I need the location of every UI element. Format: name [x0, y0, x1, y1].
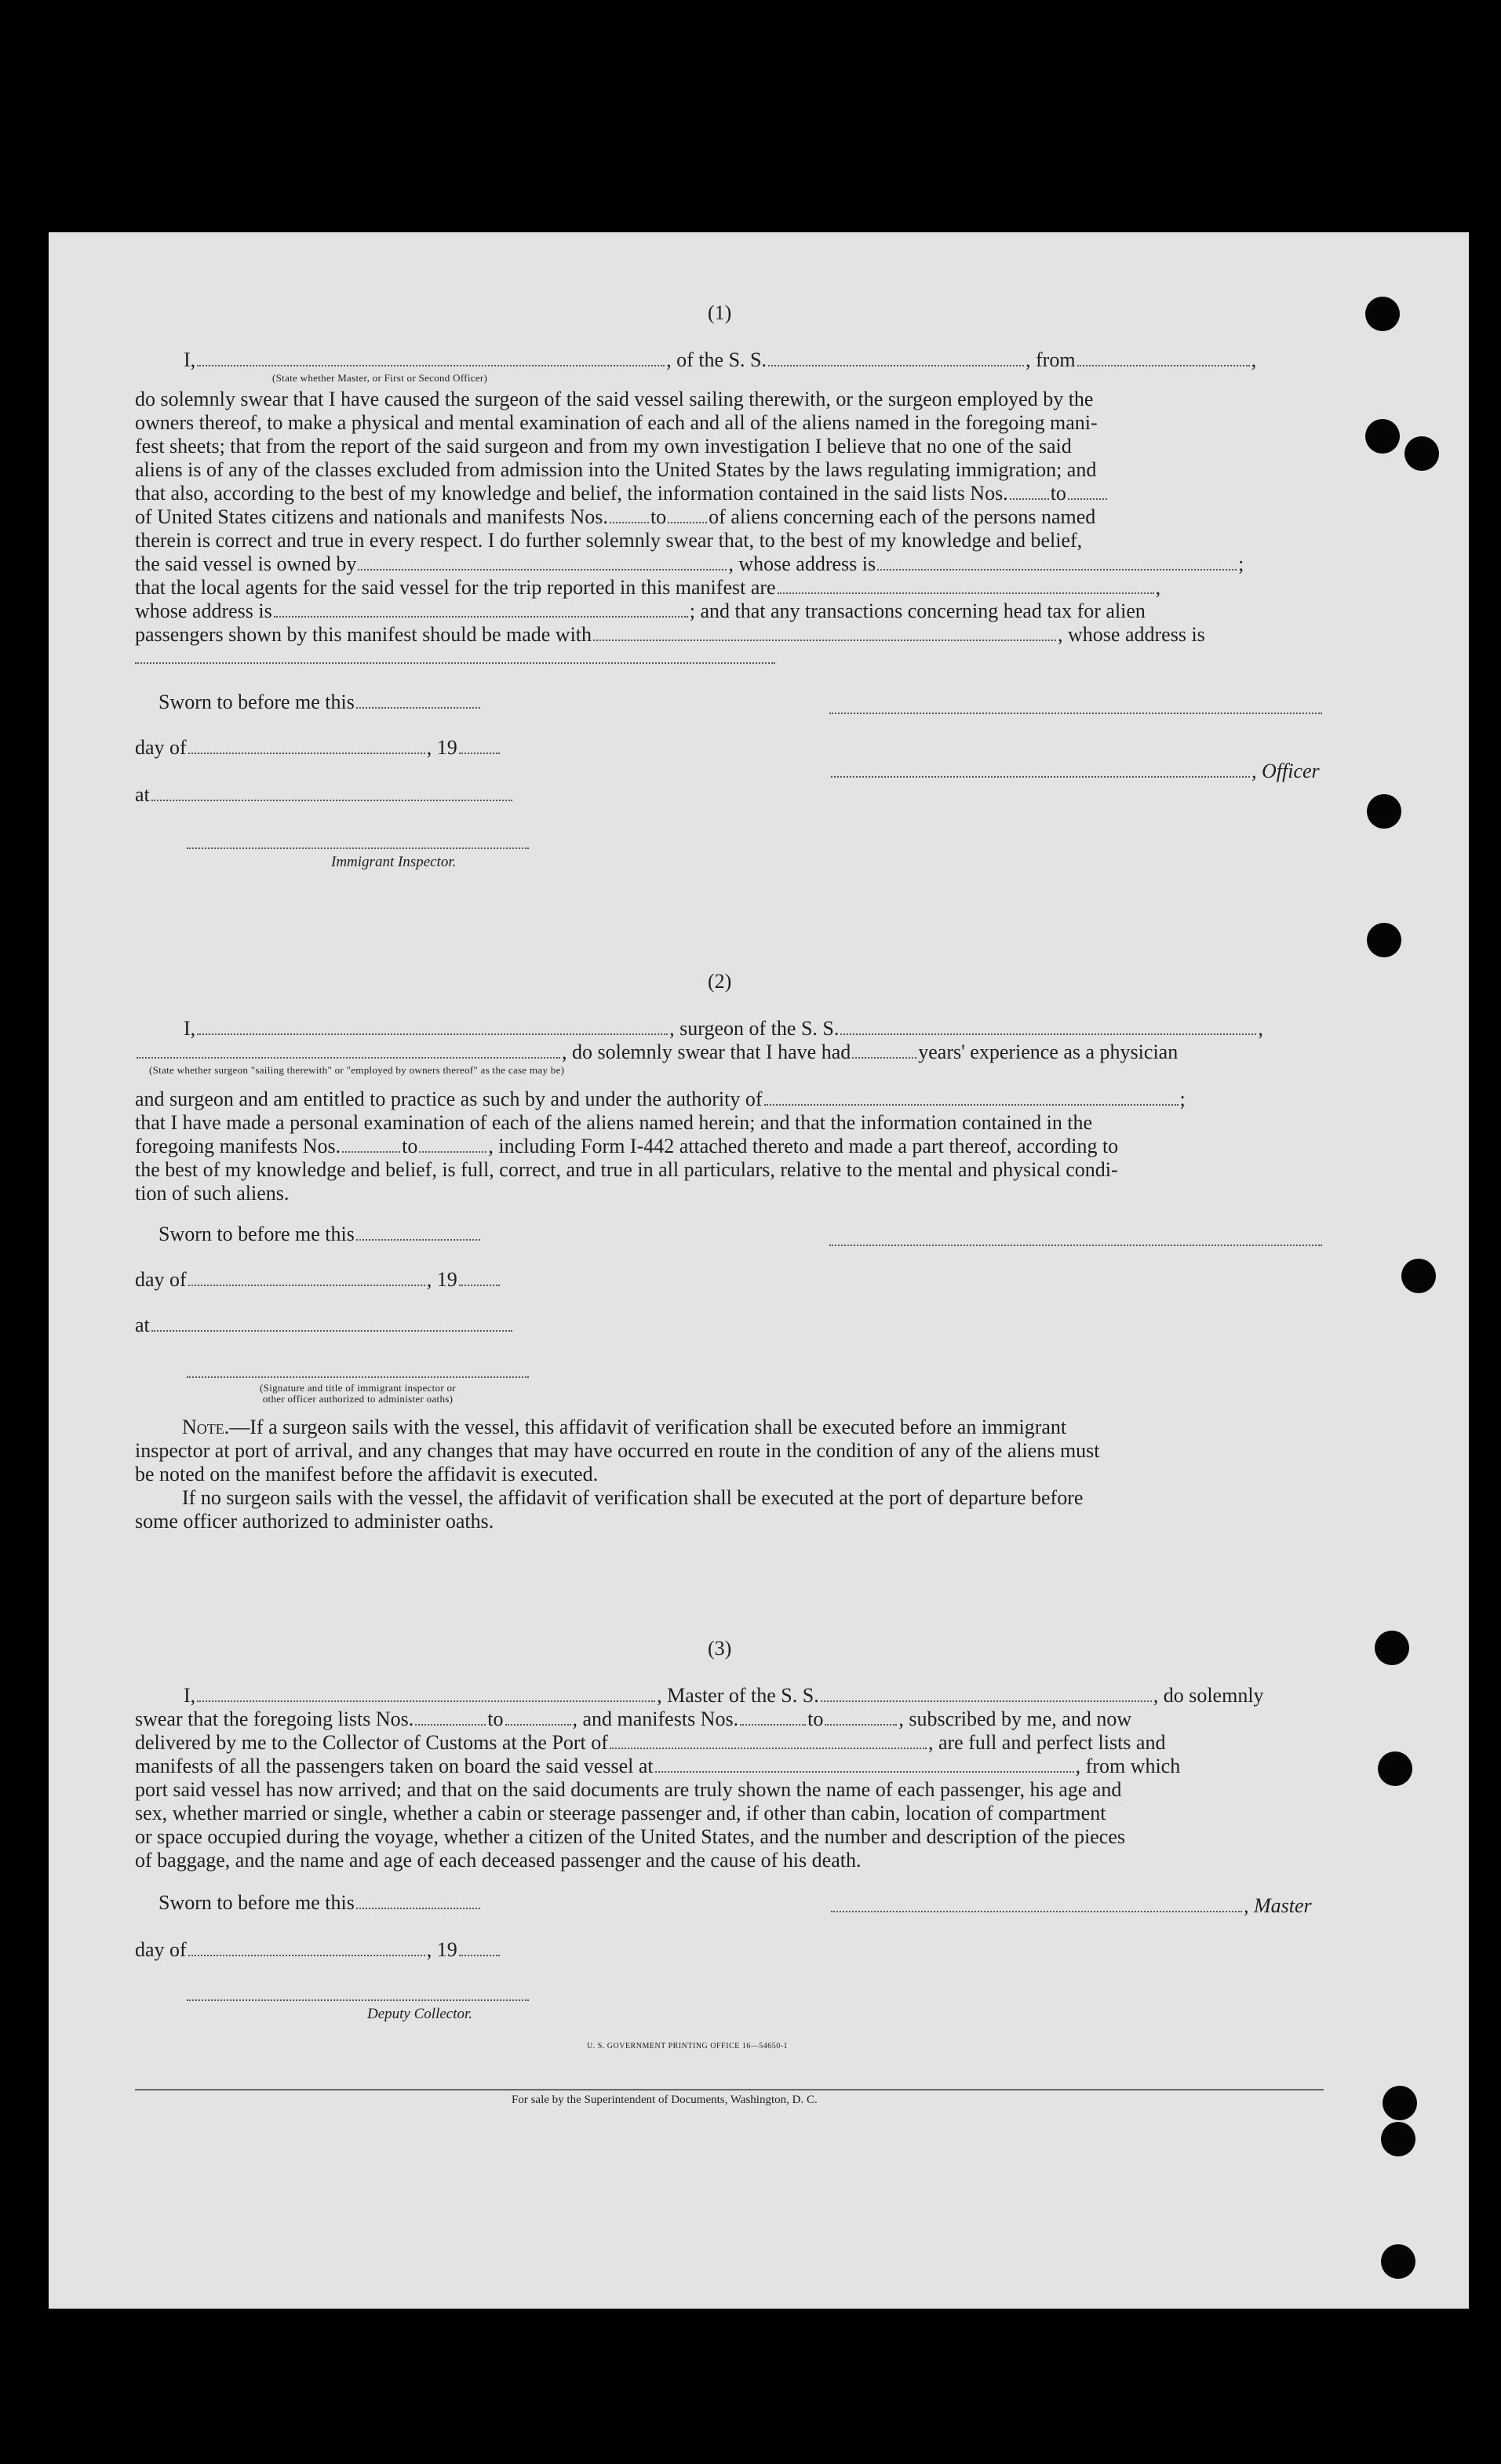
s1-day-field[interactable]: [188, 738, 425, 754]
s2-signature-note: (Signature and title of immigrant inspector or other officer authorized to administer oaths): [260, 1382, 456, 1405]
s1-from-field[interactable]: [1077, 351, 1250, 366]
s2-signature-line[interactable]: [829, 1245, 1322, 1246]
s1-officer-line: [829, 760, 1320, 783]
s3-sworn: Sworn to before me this: [158, 1891, 482, 1915]
s2-line: foregoing manifests Nos. to , including Form I-442 attached thereto and made a part thereof, according to: [135, 1135, 1119, 1157]
s1-day-of: day of , 19: [135, 736, 501, 760]
s3-line: swear that the foregoing lists Nos. to , and manifests Nos. to , subscribed by me, and now: [135, 1708, 1132, 1730]
punch-hole: [1375, 1631, 1409, 1665]
s1-inspector-line[interactable]: [187, 847, 529, 849]
s1-address-continuation-line[interactable]: [135, 662, 775, 664]
s3-line: sex, whether married or single, whether a cabin or steerage passenger and, if other than cabin, location of compartment: [135, 1802, 1106, 1824]
s1-of-ss-label: , of the S. S.: [666, 348, 767, 371]
s3-manifest-from-field[interactable]: [740, 1710, 806, 1726]
s2-manifest-from-field[interactable]: [342, 1137, 400, 1153]
note-label: Note.: [182, 1416, 230, 1438]
s2-note: [135, 1416, 1324, 1533]
s3-ship-field[interactable]: [821, 1686, 1152, 1702]
s1-manifest-to-field[interactable]: [668, 508, 707, 523]
s2-day-field[interactable]: [188, 1270, 425, 1286]
s3-line: delivered by me to the Collector of Customs at the Port of , are full and perfect lists and: [135, 1731, 1166, 1754]
punch-hole: [1365, 419, 1400, 454]
s2-body: [135, 1088, 1324, 1205]
s1-line: aliens is of any of the classes excluded from admission into the United States by the laws regulating immigration; and: [135, 458, 1097, 481]
s3-sworn-date-field[interactable]: [356, 1894, 480, 1909]
s2-note-line: If no surgeon sails with the vessel, the affidavit of verification shall be executed at the port of departure before: [182, 1486, 1084, 1509]
punch-hole: [1381, 2244, 1415, 2279]
s1-line: whose address is ; and that any transactions concerning head tax for alien: [135, 600, 1146, 622]
s3-lists-to-field[interactable]: [505, 1710, 571, 1726]
s1-ship-field[interactable]: [768, 351, 1024, 366]
s2-line-swear: , do solemnly swear that I have had years' experience as a physician: [135, 1041, 1178, 1064]
s3-day-of: day of , 19: [135, 1938, 501, 1962]
s2-authority-field[interactable]: [764, 1090, 1179, 1106]
punch-hole: [1367, 923, 1401, 957]
s2-at-field[interactable]: [151, 1316, 512, 1332]
section-3-number: (3): [708, 1637, 732, 1660]
s1-sworn: Sworn to before me this: [158, 691, 482, 714]
s3-day-field[interactable]: [188, 1941, 425, 1956]
s3-line: or space occupied during the voyage, whether a citizen of the United States, and the number and description of the pieces: [135, 1825, 1126, 1848]
s2-years-field[interactable]: [852, 1043, 916, 1059]
s2-day-of: day of , 19: [135, 1268, 501, 1292]
s1-lists-to-field[interactable]: [1068, 484, 1107, 500]
s3-line: port said vessel has now arrived; and that on the said documents are truly shown the name of each passenger, his age and: [135, 1778, 1122, 1801]
s2-line: tion of such aliens.: [135, 1182, 290, 1205]
s3-port-field[interactable]: [610, 1733, 927, 1749]
footer-divider: [135, 2089, 1324, 2090]
s3-master-line: [829, 1894, 1312, 1918]
s1-line: owners thereof, to make a physical and mental examination of each and all of the aliens named in the foregoing mani-: [135, 411, 1098, 434]
s3-line: of baggage, and the name and age of each deceased passenger and the cause of his death.: [135, 1849, 862, 1872]
s2-ship-field[interactable]: [840, 1019, 1256, 1035]
s1-body: [135, 388, 1324, 647]
s1-owner-address-field[interactable]: [877, 555, 1237, 570]
s3-master-label: , Master: [1244, 1894, 1312, 1917]
s1-manifest-from-field[interactable]: [610, 508, 649, 523]
s3-embark-field[interactable]: [655, 1757, 1074, 1773]
s3-name-field[interactable]: [197, 1686, 655, 1702]
s1-line: of United States citizens and nationals and manifests Nos. to of aliens concerning each of the persons named: [135, 505, 1096, 528]
s2-sworn-date-field[interactable]: [356, 1225, 480, 1241]
punch-hole: [1365, 297, 1400, 331]
s2-line-i: I, , surgeon of the S. S. ,: [184, 1017, 1263, 1040]
s1-name-field[interactable]: [197, 351, 665, 366]
s1-line: the said vessel is owned by , whose address is ;: [135, 552, 1244, 575]
s2-surgeon-note: (State whether surgeon "sailing therewith" or "employed by owners thereof" as the case may be): [149, 1064, 565, 1076]
s1-line: passengers shown by this manifest should be made with , whose address is: [135, 623, 1205, 646]
punch-hole: [1378, 1751, 1412, 1786]
s3-line: I, , Master of the S. S. , do solemnly: [184, 1684, 1264, 1707]
section-1-number: (1): [708, 301, 732, 324]
s3-collector-label: Deputy Collector.: [367, 2006, 473, 2022]
punch-hole: [1383, 2086, 1417, 2120]
s2-sworn: Sworn to before me this: [158, 1223, 482, 1246]
s1-line: that the local agents for the said vessel for the trip reported in this manifest are ,: [135, 576, 1161, 599]
s3-manifest-to-field[interactable]: [825, 1710, 897, 1726]
s3-master-field[interactable]: [831, 1897, 1242, 1912]
s2-inspector-line[interactable]: [187, 1376, 529, 1378]
s1-at-field[interactable]: [151, 785, 512, 801]
s2-line: the best of my knowledge and belief, is full, correct, and true in all particulars, relative to the mental and physical condi-: [135, 1158, 1118, 1181]
s2-line: and surgeon and am entitled to practice as such by and under the authority of ;: [135, 1088, 1186, 1110]
s3-collector-line[interactable]: [187, 1999, 529, 2001]
section-2-number: (2): [708, 970, 732, 993]
sale-notice: For sale by the Superintendent of Documents, Washington, D. C.: [512, 2094, 818, 2106]
s2-note-line: be noted on the manifest before the affidavit is executed.: [135, 1463, 599, 1485]
s1-at: at: [135, 783, 514, 807]
s1-inspector-label: Immigrant Inspector.: [331, 854, 457, 870]
s1-sworn-date-field[interactable]: [356, 693, 480, 709]
s2-manifest-to-field[interactable]: [419, 1137, 486, 1153]
s1-officer-field[interactable]: [831, 762, 1250, 778]
s3-lists-from-field[interactable]: [415, 1710, 486, 1726]
s1-line: fest sheets; that from the report of the said surgeon and from my own investigation I believe that no one of the said: [135, 435, 1072, 457]
s2-year-field[interactable]: [459, 1270, 500, 1286]
s2-status-field[interactable]: [137, 1043, 560, 1059]
s1-year-field[interactable]: [459, 738, 500, 754]
punch-hole: [1401, 1259, 1436, 1293]
s1-from-label: , from: [1026, 348, 1076, 371]
s1-line-i: [184, 348, 1256, 372]
printing-office-line: U. S. GOVERNMENT PRINTING OFFICE 16—54650-1: [587, 2042, 789, 2050]
s1-agents-address-field[interactable]: [274, 602, 688, 618]
s1-officer-label: , Officer: [1251, 760, 1320, 782]
s1-comma: ,: [1251, 348, 1257, 371]
form-sheet: [49, 232, 1469, 2309]
punch-hole: [1381, 2122, 1415, 2156]
s2-note-line: Note.—If a surgeon sails with the vessel, this affidavit of verification shall be executed before an immigrant: [182, 1416, 1067, 1438]
s1-headtax-field[interactable]: [593, 625, 1056, 641]
s2-name-field[interactable]: [197, 1019, 668, 1035]
s1-lists-from-field[interactable]: [1010, 484, 1049, 500]
punch-hole: [1367, 794, 1401, 829]
s1-line: that also, according to the best of my knowledge and belief, the information contained in the said lists Nos. to: [135, 482, 1324, 505]
s2-note-line: some officer authorized to administer oaths.: [135, 1510, 494, 1533]
s2-note-line: inspector at port of arrival, and any changes that may have occurred en route in the condition of any of the aliens must: [135, 1439, 1100, 1462]
s3-line: manifests of all the passengers taken on board the said vessel at , from which: [135, 1755, 1181, 1777]
s2-line: that I have made a personal examination of each of the aliens named herein; and that the information contained in the: [135, 1111, 1093, 1134]
s3-body: [135, 1684, 1324, 1872]
s1-officer-note: (State whether Master, or First or Second Officer): [272, 372, 488, 384]
s3-year-field[interactable]: [459, 1941, 500, 1956]
s2-at: at: [135, 1314, 514, 1337]
s1-agents-field[interactable]: [778, 578, 1154, 594]
s1-signature-line[interactable]: [829, 713, 1322, 714]
punch-hole: [1404, 436, 1439, 471]
s1-owner-field[interactable]: [358, 555, 727, 570]
s1-line: do solemnly swear that I have caused the surgeon of the said vessel sailing therewith, or the surgeon employed by the: [135, 388, 1094, 410]
s1-i-label: I,: [184, 348, 196, 371]
s1-line: therein is correct and true in every respect. I do further solemnly swear that, to the best of my knowledge and belief,: [135, 529, 1083, 552]
